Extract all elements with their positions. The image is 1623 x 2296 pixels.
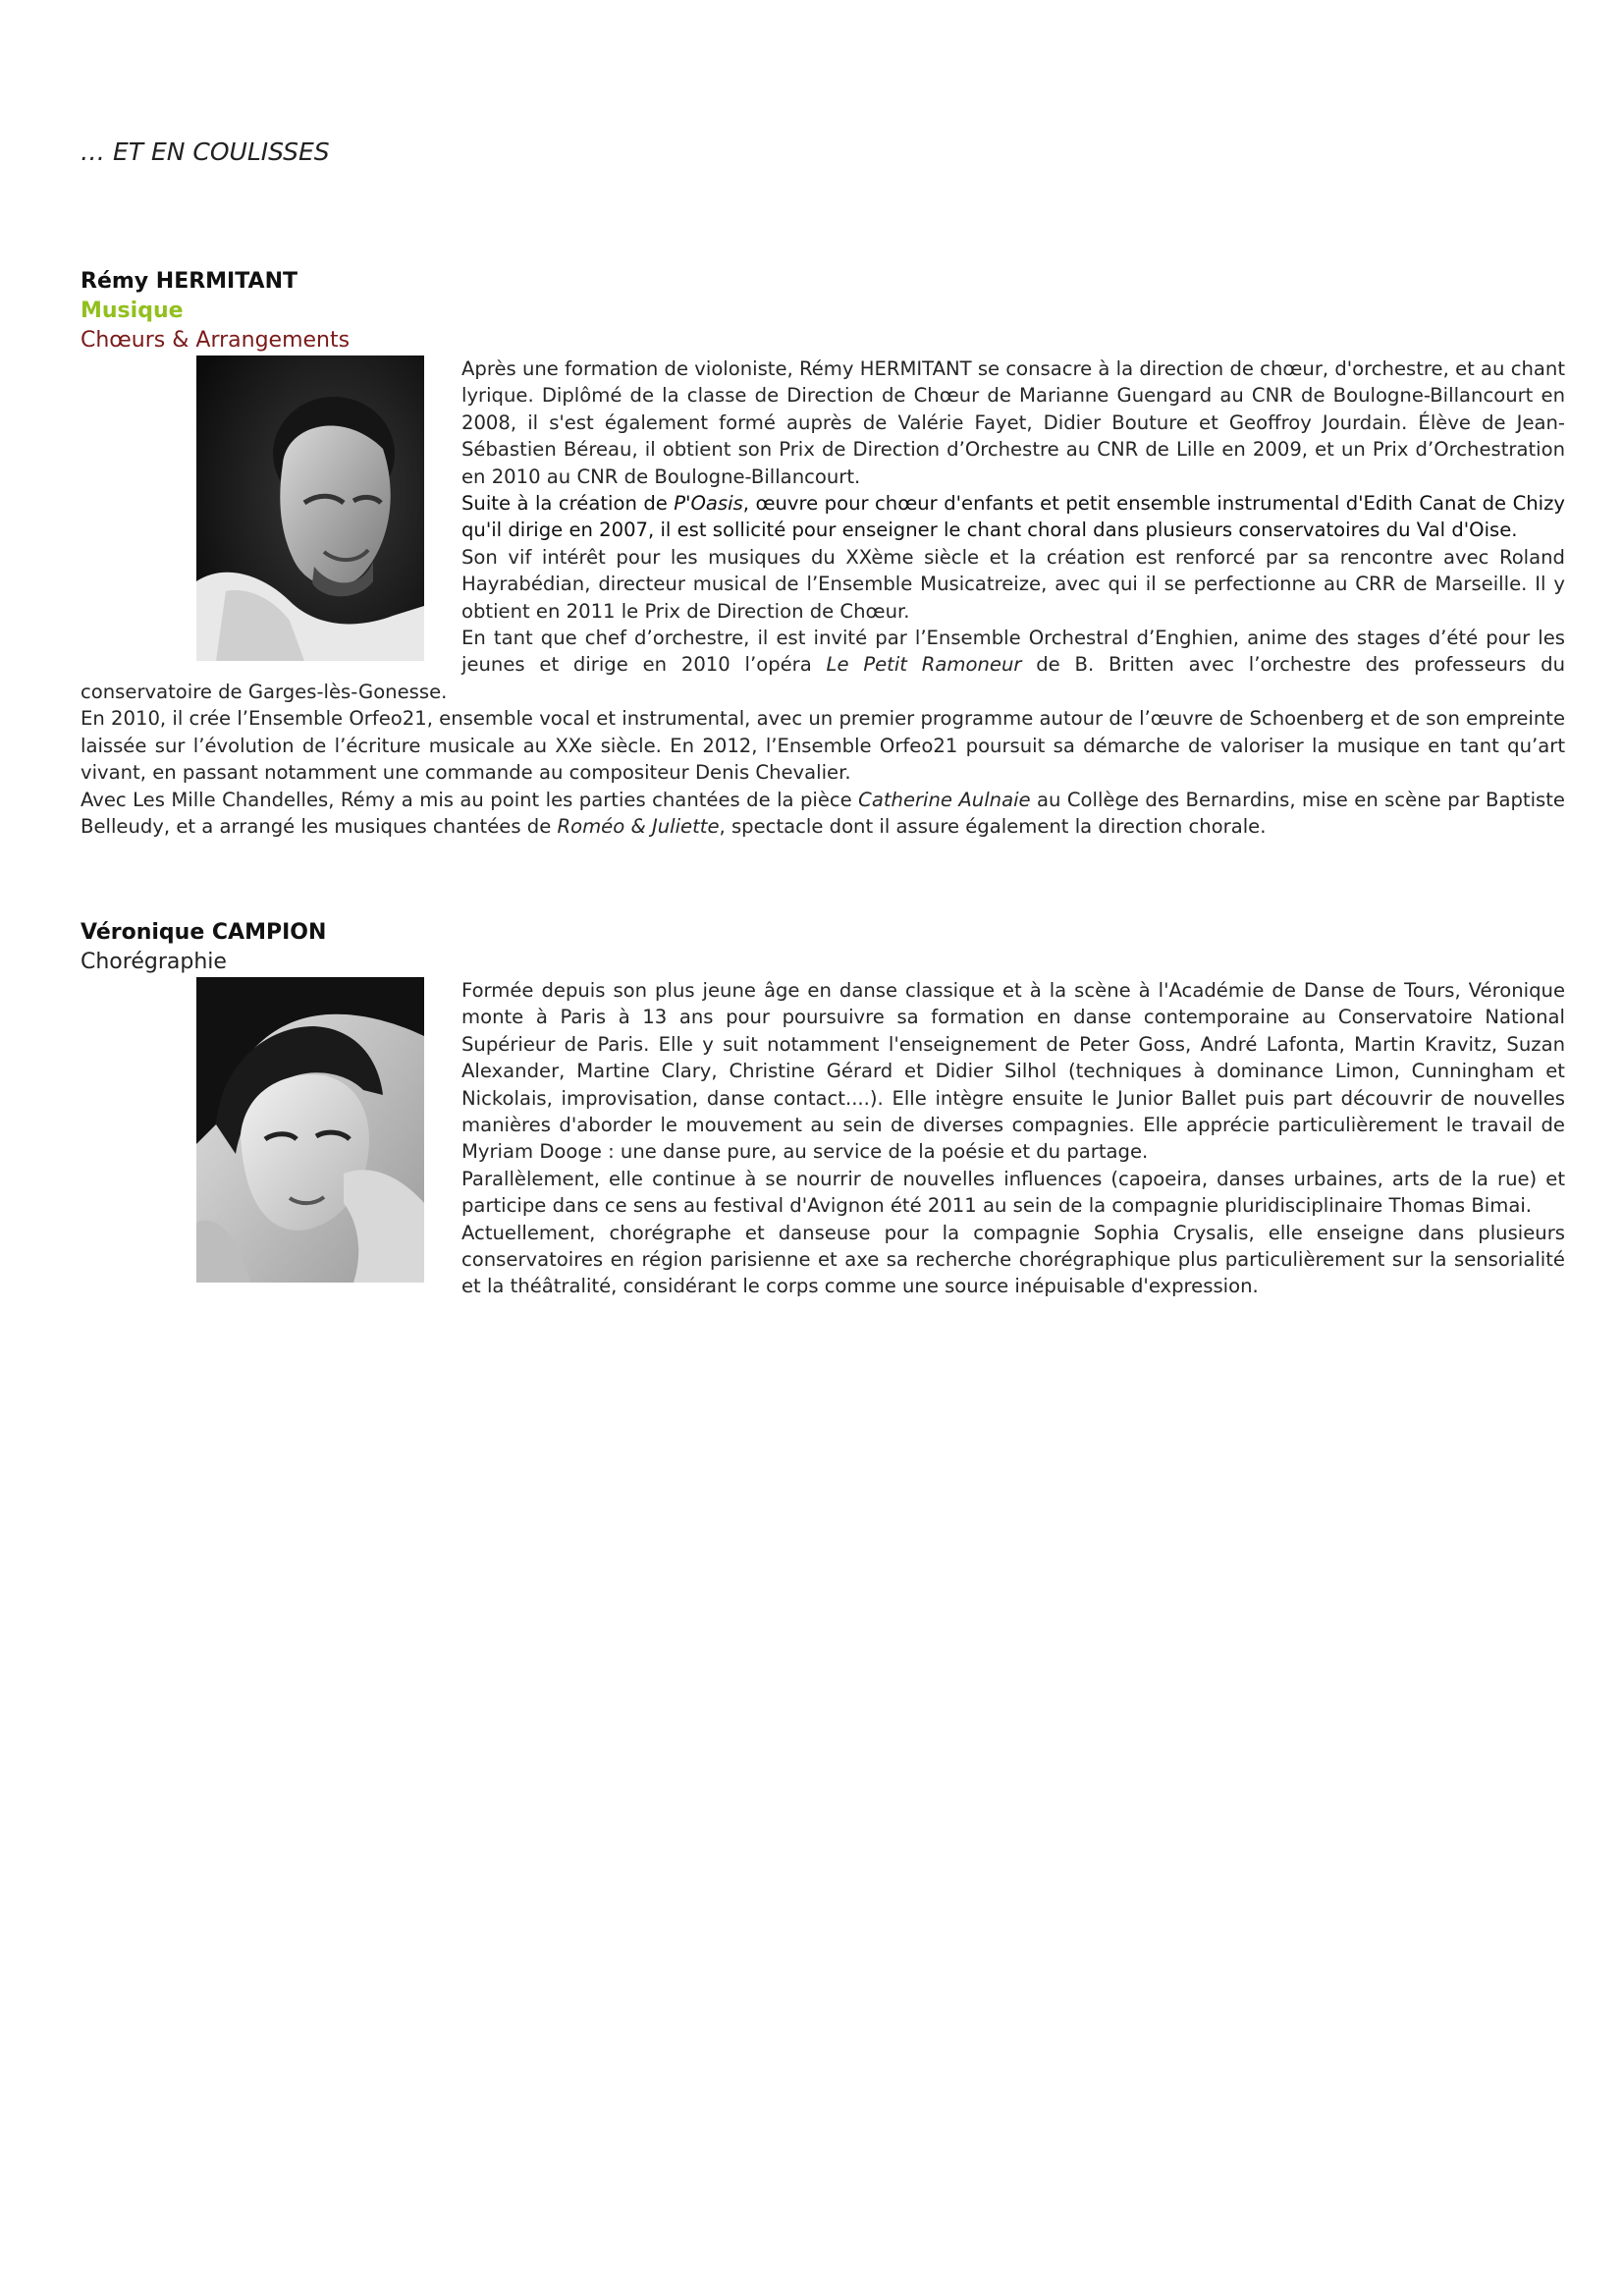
- bio-paragraph: Après une formation de violoniste, Rémy HERMITANT se consacre à la direction de chœur, d'orchestre, et au chant lyrique. Diplômé de la classe de Direction de Chœur de Marianne Guengard au CNR de Boulogne-Billancourt en 2008, il s'est également formé auprès de Valérie Fayet, Didier Bouture et Geoffroy Jourdain. Élève de Jean-Sébastien Béreau, il obtient son Prix de Direction d’Orchestre au CNR de Lille en 2009, et un Prix d’Orchestration en 2010 au CNR de Boulogne-Billancourt.: [461, 357, 1565, 488]
- bio-paragraph: Parallèlement, elle continue à se nourrir de nouvelles influences (capoeira, danses urbaines, arts de la rue) et participe dans ce sens au festival d'Avignon été 2011 au sein de la compagnie pluridisciplinaire Thomas Bimai.: [461, 1167, 1565, 1218]
- portrait-photo: [196, 355, 424, 661]
- profile-remy-hermitant: [81, 267, 1565, 840]
- profile-veronique-campion: [81, 918, 1565, 1300]
- work-title: Roméo & Juliette: [557, 814, 720, 838]
- biography: [81, 355, 1565, 840]
- bio-paragraph: En tant que chef d’orchestre, il est invité par l’Ensemble Orchestral d’Enghien, anime des stages d’été pour les jeunes et dirige en 2010 l’opéra Le Petit Ramoneur de B. Britten avec l’orchestre des professeurs du conservatoire de Garges-lès-Gonesse.: [81, 627, 1565, 703]
- work-title: Le Petit Ramoneur: [826, 653, 1022, 677]
- bio-paragraph: En 2010, il crée l’Ensemble Orfeo21, ensemble vocal et instrumental, avec un premier programme autour de l’œuvre de Schoenberg et de son empreinte laissée sur l’évolution de l’écriture musicale au XXe siècle. En 2012, l’Ensemble Orfeo21 poursuit sa démarche de valoriser la musique en tant qu’art vivant, en passant notamment une commande au compositeur Denis Chevalier.: [81, 707, 1565, 785]
- work-title: Catherine Aulnaie: [858, 788, 1031, 811]
- bio-paragraph: Actuellement, chorégraphe et danseuse pour la compagnie Sophia Crysalis, elle enseigne dans plusieurs conservatoires en région parisienne et axe sa recherche chorégraphique plus particulièrement sur la sensorialité et la théâtralité, considérant le corps comme une source inépuisable d'expression.: [461, 1221, 1565, 1298]
- page-heading: … ET EN COULISSES: [81, 137, 330, 166]
- role-primary: Musique: [81, 299, 184, 323]
- bio-paragraph: Son vif intérêt pour les musiques du XXème siècle et la création est renforcé par sa rencontre avec Roland Hayrabédian, directeur musical de l’Ensemble Musicatreize, avec qui il se perfectionne au CRR de Marseille. Il y obtient en 2011 le Prix de Direction de Chœur.: [461, 545, 1565, 623]
- person-name: Rémy HERMITANT: [81, 269, 298, 294]
- bio-paragraph: Avec Les Mille Chandelles, Rémy a mis au point les parties chantées de la pièce Catherine Aulnaie au Collège des Bernardins, mise en scène par Baptiste Belleudy, et a arrangé les musiques chantées de Roméo & Juliette, spectacle dont il assure également la direction chorale.: [81, 788, 1565, 838]
- role-secondary: Chœurs & Arrangements: [81, 328, 351, 353]
- person-name: Véronique CAMPION: [81, 920, 327, 945]
- biography: [81, 977, 1565, 1300]
- portrait-photo: [196, 977, 424, 1283]
- work-title: P'Oasis: [674, 492, 743, 516]
- bio-paragraph: Formée depuis son plus jeune âge en danse classique et à la scène à l'Académie de Danse de Tours, Véronique monte à Paris à 13 ans pour poursuivre sa formation en danse contemporaine au Conservatoire National Supérieur de Paris. Elle y suit notamment l'enseignement de Peter Goss, André Lafonta, Martin Kravitz, Suzan Alexander, Martine Clary, Christine Gérard et Didier Silhol (techniques à dominance Limon, Cunningham et Nickolais, improvisation, danse contact....). Elle intègre ensuite le Junior Ballet puis part découvrir de nouvelles manières d'aborder le mouvement au sein de diverses compagnies. Elle apprécie particulièrement le travail de Myriam Dooge : une danse pure, au service de la poésie et du partage.: [461, 979, 1565, 1164]
- role-primary: Chorégraphie: [81, 950, 227, 974]
- bio-paragraph: Suite à la création de P'Oasis, œuvre pour chœur d'enfants et petit ensemble instrumental d'Edith Canat de Chizy qu'il dirige en 2007, il est sollicité pour enseigner le chant choral dans plusieurs conservatoires du Val d'Oise.: [461, 492, 1565, 542]
